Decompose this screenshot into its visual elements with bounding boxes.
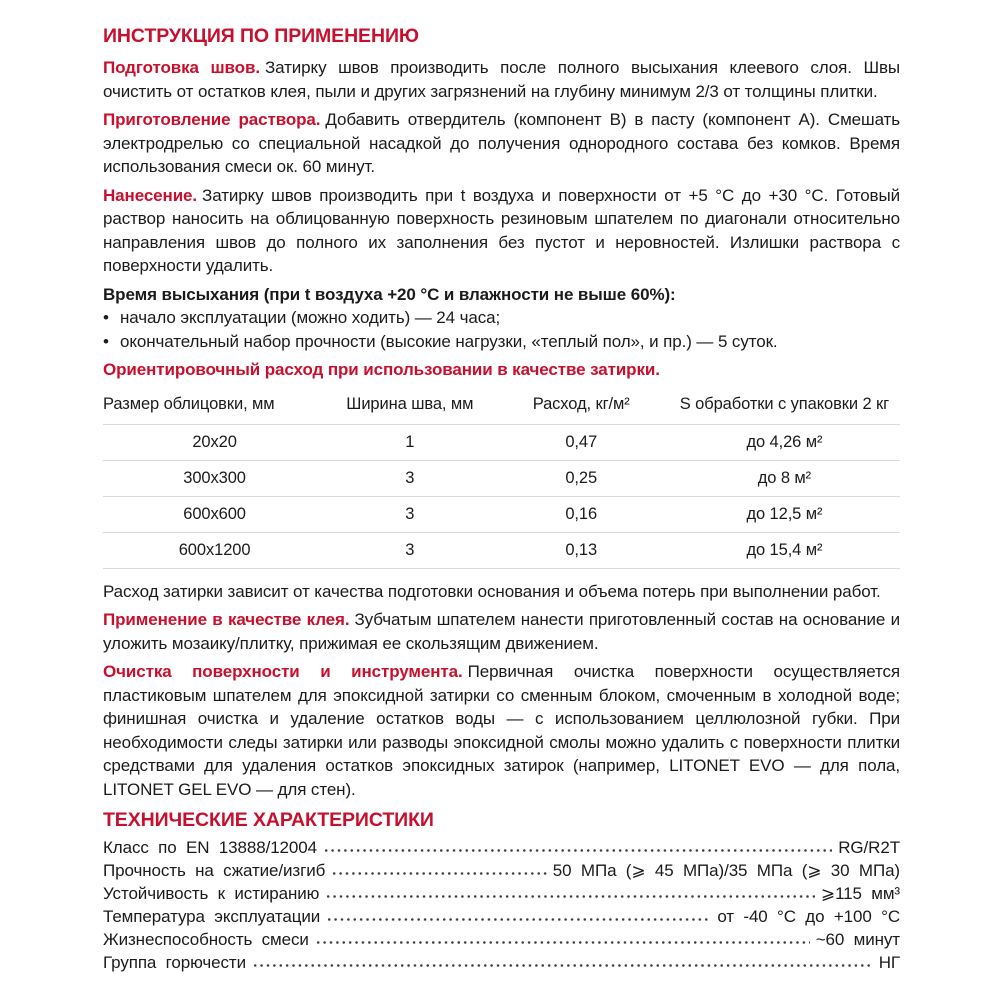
cell-consumption-rate: 0,47 (494, 424, 669, 460)
paragraph-lead-mixing: Приготовление раствора. (103, 110, 321, 129)
spec-row-strength (103, 859, 900, 882)
drying-bullet-start-text: начало эксплуатации (можно ходить) — 24 часа; (120, 308, 501, 327)
column-header-tile-size: Размер облицовки, мм (103, 389, 326, 425)
dot-leader (325, 886, 815, 899)
paragraph-text-mixing: Добавить отвердитель (компонент В) в пасту (компонент А). Смешать электродрелью со специальной насадкой до получения однородного состава без комков. Время использования смеси ок. 60 минут. (103, 110, 900, 176)
cell-joint-width: 3 (326, 460, 493, 496)
cell-coverage-area: до 8 м² (669, 460, 900, 496)
cell-tile-size: 600x600 (103, 496, 326, 532)
spec-value: от -40 °С до +100 °С (717, 907, 900, 926)
page-title: ИНСТРУКЦИЯ ПО ПРИМЕНЕНИЮ (103, 25, 419, 47)
spec-label: Температура эксплуатации (103, 907, 321, 926)
paragraph-joint-preparation (103, 56, 900, 103)
column-header-coverage-area: S обработки с упаковки 2 кг (669, 389, 900, 425)
drying-bullet-final (103, 330, 900, 354)
cell-coverage-area: до 12,5 м² (669, 496, 900, 532)
consumption-heading: Ориентировочный расход при использовании в качестве затирки. (103, 360, 660, 379)
column-header-joint-width: Ширина шва, мм (326, 389, 493, 425)
paragraph-text-joint-preparation: Затирку швов производить после полного высыхания клеевого слоя. Швы очистить от остатков клея, пыли и других загрязнений на глубину минимум 2/3 от толщины плитки. (103, 58, 900, 101)
spec-value: ⩾115 мм³ (820, 884, 900, 903)
spec-label: Класс по EN 13888/12004 (103, 838, 317, 857)
spec-row-temperature (103, 905, 900, 928)
spec-label: Группа горючести (103, 953, 246, 972)
consumption-table-header-row (103, 389, 900, 425)
cell-consumption-rate: 0,13 (494, 532, 669, 568)
cell-joint-width: 3 (326, 532, 493, 568)
cell-consumption-rate: 0,25 (494, 460, 669, 496)
table-row (103, 460, 900, 496)
spec-value: НГ (878, 953, 900, 972)
cell-joint-width: 1 (326, 424, 493, 460)
dot-leader (323, 840, 832, 853)
paragraph-text-application: Затирку швов производить при t воздуха и поверхности от +5 °С до +30 °С. Готовый раствор наносить на облицованную поверхность резиновым шпателем по диагонали относительно направления швов до полного их заполнения без пустот и неровностей. Излишки раствора с поверхности удалить. (103, 185, 900, 275)
drying-time-heading: Время высыхания (при t воздуха +20 °С и влажности не выше 60%): (103, 284, 676, 304)
drying-bullet-start (103, 306, 900, 330)
table-row (103, 496, 900, 532)
paragraph-text-adhesive-use: Зубчатым шпателем нанести приготовленный состав на основание и уложить мозаику/плитку, прижимая ее скользящим движением. (103, 610, 900, 653)
cell-coverage-area: до 15,4 м² (669, 532, 900, 568)
spec-value: 50 МПа (⩾ 45 МПа)/35 МПа (⩾ 30 МПа) (552, 861, 900, 880)
cell-joint-width: 3 (326, 496, 493, 532)
consumption-table (103, 389, 900, 569)
column-header-consumption-rate: Расход, кг/м² (494, 389, 669, 425)
paragraph-text-cleaning: Первичная очистка поверхности осуществляется пластиковым шпателем для эпоксидной затирки со сменным блоком, смоченным в холодной воде; финишная очистка и удаление остатков воды — с использованием целлюлозной губки. При необходимости следы затирки или разводы эпоксидной смолы можно удалить с поверхности плитки средствами для удаления остатков эпоксидных затирок (например, LITONET EVO — для пола, LITONET GEL EVO — для стен). (103, 662, 901, 799)
paragraph-lead-application: Нанесение. (103, 185, 198, 205)
cell-coverage-area: до 4,26 м² (669, 424, 900, 460)
spec-row-class (103, 836, 900, 859)
spec-row-pot-life (103, 928, 900, 951)
spec-label: Жизнеспособность смеси (103, 930, 309, 949)
paragraph-lead-cleaning: Очистка поверхности и инструмента. (103, 662, 463, 681)
paragraph-cleaning (103, 660, 900, 801)
dot-leader (315, 932, 810, 945)
cell-tile-size: 300x300 (103, 460, 326, 496)
paragraph-mixing (103, 108, 900, 179)
paragraph-adhesive-use (103, 608, 900, 655)
technical-specs-heading: ТЕХНИЧЕСКИЕ ХАРАКТЕРИСТИКИ (103, 809, 434, 831)
drying-bullet-final-text: окончательный набор прочности (высокие нагрузки, «теплый пол», и пр.) — 5 суток. (120, 331, 778, 351)
spec-row-flammability (103, 951, 900, 974)
cell-consumption-rate: 0,16 (494, 496, 669, 532)
dot-leader (326, 909, 711, 922)
technical-specs-list (103, 836, 900, 974)
table-row (103, 424, 900, 460)
paragraph-application (103, 184, 900, 278)
dot-leader (252, 955, 873, 968)
drying-time-list (103, 306, 900, 353)
spec-row-abrasion (103, 882, 900, 905)
spec-value: ~60 минут (815, 930, 900, 949)
cell-tile-size: 600x1200 (103, 532, 326, 568)
paragraph-lead-adhesive-use: Применение в качестве клея. (103, 610, 350, 629)
consumption-note: Расход затирки зависит от качества подготовки основания и объема потерь при выполнении работ. (103, 581, 881, 601)
dot-leader (331, 863, 547, 876)
paragraph-lead-joint-preparation: Подготовка швов. (103, 58, 260, 77)
spec-label: Устойчивость к истиранию (103, 884, 320, 903)
spec-label: Прочность на сжатие/изгиб (103, 861, 326, 880)
table-row (103, 532, 900, 568)
cell-tile-size: 20x20 (103, 424, 326, 460)
spec-value: RG/R2T (838, 838, 900, 857)
